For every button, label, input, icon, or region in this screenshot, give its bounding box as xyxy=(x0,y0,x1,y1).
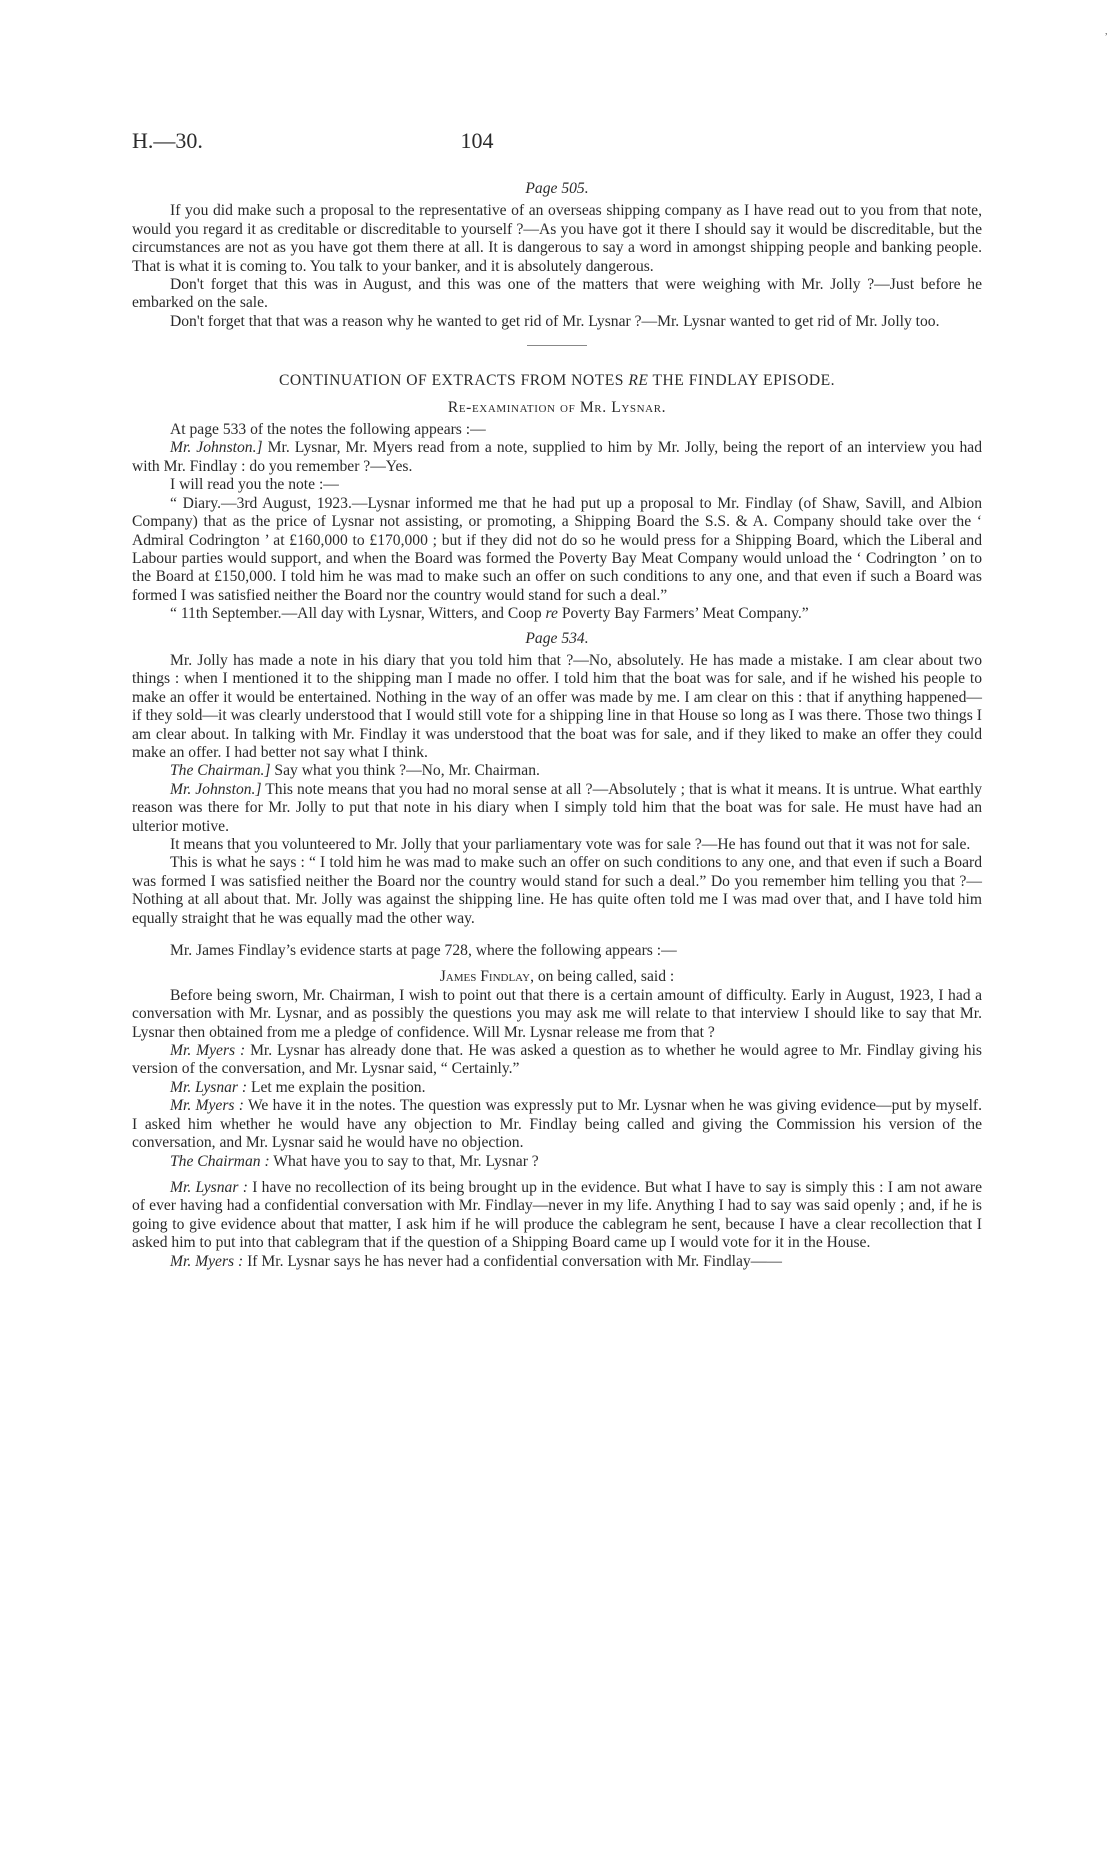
section-heading: CONTINUATION OF EXTRACTS FROM NOTES RE THE FINDLAY EPISODE. xyxy=(278,372,836,390)
paragraph: Mr. Lysnar : Let me explain the position. xyxy=(170,1078,426,1096)
paragraph: This is what he says : “ I told him he was mad to make such an offer on such conditions to any one, and that even if such a Board was formed I was satisfied neither the Board nor the country would stand for such a deal.” Do you remember him telling you that ?—Nothing at all about that. Mr. Jolly was against the shipping line. He has quite often told me I was mad over that, and I have told him equally straight that he was equally mad the other way. xyxy=(132,854,982,927)
speaker-name: Mr. Johnston.] xyxy=(170,780,262,798)
section-divider xyxy=(527,345,587,346)
margin-mark: , xyxy=(1105,26,1108,37)
document-body xyxy=(132,178,982,1271)
paragraph: Mr. Myers : Mr. Lysnar has already done that. He was asked a question as to whether he would agree to Mr. Findlay giving his version of the conversation, and Mr. Lysnar said, “ Certainly.” xyxy=(132,1042,982,1078)
paragraph: At page 533 of the notes the following appears :— xyxy=(170,421,486,439)
section-subheading: Re-examination of Mr. Lysnar. xyxy=(447,398,667,416)
page-label: Page 505. xyxy=(525,180,589,197)
paragraph: Mr. Johnston.] This note means that you had no moral sense at all ?—Absolutely ; that is what it means. It is untrue. What earthly reason was there for Mr. Jolly to put that note in his diary when I simply told him that the boat was for sale. He must have had an ulterior motive. xyxy=(132,780,982,835)
paragraph: Mr. James Findlay’s evidence starts at page 728, where the following appears :— xyxy=(170,942,677,960)
witness-name: James Findlay xyxy=(439,968,531,986)
paragraph: The Chairman : What have you to say to that, Mr. Lysnar ? xyxy=(170,1152,539,1170)
paragraph: Mr. Jolly has made a note in his diary that you told him that ?—No, absolutely. He has made a mistake. I am clear about two things : when I mentioned it to the shipping man I made no offer. I told him that the boat was for sale, and if he wished his people to make an offer it would be entertained. Nothing in the way of an offer was made by me. I am clear on this : that if anything happened—if they sold—it was clearly understood that I would still vote for a shipping line in that House so long as I was there. Those two things I am clear about. In talking with Mr. Findlay it was understood that the boat was for sale, and if they liked to make an offer they could make an offer. I had better not say what I think. xyxy=(132,651,982,761)
paragraph: Mr. Myers : We have it in the notes. The question was expressly put to Mr. Lysnar when he was giving evidence—put by myself. I asked him whether he would have any objection to Mr. Findlay being called and giving the Commission his version of the conversation, and Mr. Lysnar said he would have no objection. xyxy=(132,1097,983,1152)
diary-quote: “ Diary.—3rd August, 1923.—Lysnar informed me that he had put up a proposal to Mr. Findlay (of Shaw, Savill, and Albion Company) that as the price of Lysnar not assisting, or promoting, a Shipping Board the S.S. & A. Company should take over the ‘ Admiral Codrington ’ at £160,000 to £170,000 ; but if they did not do so he would press for a Shipping Board, which the Liberal and Labour parties would support, and when the Board was formed the Poverty Bay Meat Company would unload the ‘ Codrington ’ on to the Board at £150,000. I told him he was mad to make such an offer on such conditions to any one, and that even if such a Board was formed I was satisfied neither the Board nor the country would stand for such a deal.” xyxy=(132,494,982,604)
diary-quote: “ 11th September.—All day with Lysnar, Witters, and Coop re Poverty Bay Farmers’ Meat Company.” xyxy=(170,605,809,623)
document-reference: H.—30. xyxy=(132,128,203,153)
paragraph: Mr. Myers : If Mr. Lysnar says he has never had a confidential conversation with Mr. Findlay—— xyxy=(170,1252,782,1270)
paragraph: Don't forget that that was a reason why he wanted to get rid of Mr. Lysnar ?—Mr. Lysnar wanted to get rid of Mr. Jolly too. xyxy=(170,312,940,330)
section-findlay-extracts xyxy=(132,372,982,623)
speaker-name: The Chairman.] xyxy=(170,762,271,780)
witness-called: James Findlay, on being called, said : xyxy=(439,968,675,986)
speaker-name: Mr. Lysnar : xyxy=(170,1078,248,1096)
page-label: Page 534. xyxy=(525,629,589,647)
speaker-name: Mr. Myers : xyxy=(170,1252,244,1270)
page-number: 104 xyxy=(460,128,494,153)
paragraph: Mr. Lysnar : I have no recollection of its being brought up in the evidence. But what I have to say is simply this : I am not aware of ever having had a confidential conversation with Mr. Findlay—never in my life. Anything I had to say was said openly ; and, if he is going to give evidence about that matter, I ask him if he will produce the cablegram he sent, because I have a clear recollection that I asked him to put into that cablegram that if the question of a Shipping Board came up I would vote for it in the House. xyxy=(132,1178,982,1252)
paragraph: If you did make such a proposal to the representative of an overseas shipping company as I have read out to you from that note, would you regard it as creditable or discreditable to yourself ?—As you have got it there I should say it would be discreditable, but the circumstances are not as you have got them there at all. It is dangerous to say a word in amongst shipping people and banking people. That is what it is coming to. You talk to your banker, and it is absolutely dangerous. xyxy=(132,202,982,275)
speaker-name: Mr. Myers : xyxy=(170,1097,244,1115)
section-page-505 xyxy=(132,180,982,331)
paragraph: Mr. Johnston.] Mr. Lysnar, Mr. Myers read from a note, supplied to him by Mr. Jolly, being the report of an interview you had with Mr. Findlay : do you remember ?—Yes. xyxy=(132,439,982,475)
paragraph: Before being sworn, Mr. Chairman, I wish to point out that there is a certain amount of difficulty. Early in August, 1923, I had a conversation with Mr. Lysnar, and as possibly the questions you may ask me will relate to that interview I should like to say that Mr. Lysnar then obtained from me a pledge of confidence. Will Mr. Lysnar release me from that ? xyxy=(132,986,982,1041)
paragraph: The Chairman.] Say what you think ?—No, Mr. Chairman. xyxy=(170,762,540,780)
section-findlay-evidence xyxy=(132,942,982,1271)
paragraph: It means that you volunteered to Mr. Jolly that your parliamentary vote was for sale ?—He has found out that it was not for sale. xyxy=(170,836,971,853)
speaker-name: Mr. Lysnar : xyxy=(170,1178,248,1196)
section-page-534 xyxy=(132,630,982,929)
speaker-name: The Chairman : xyxy=(170,1152,270,1170)
paragraph: Don't forget that this was in August, and this was one of the matters that were weighing with Mr. Jolly ?—Just before he embarked on the sale. xyxy=(132,276,982,312)
paragraph: I will read you the note :— xyxy=(170,476,339,494)
speaker-name: Mr. Johnston.] xyxy=(170,439,263,457)
speaker-name: Mr. Myers : xyxy=(170,1042,246,1060)
page-header xyxy=(132,128,982,158)
